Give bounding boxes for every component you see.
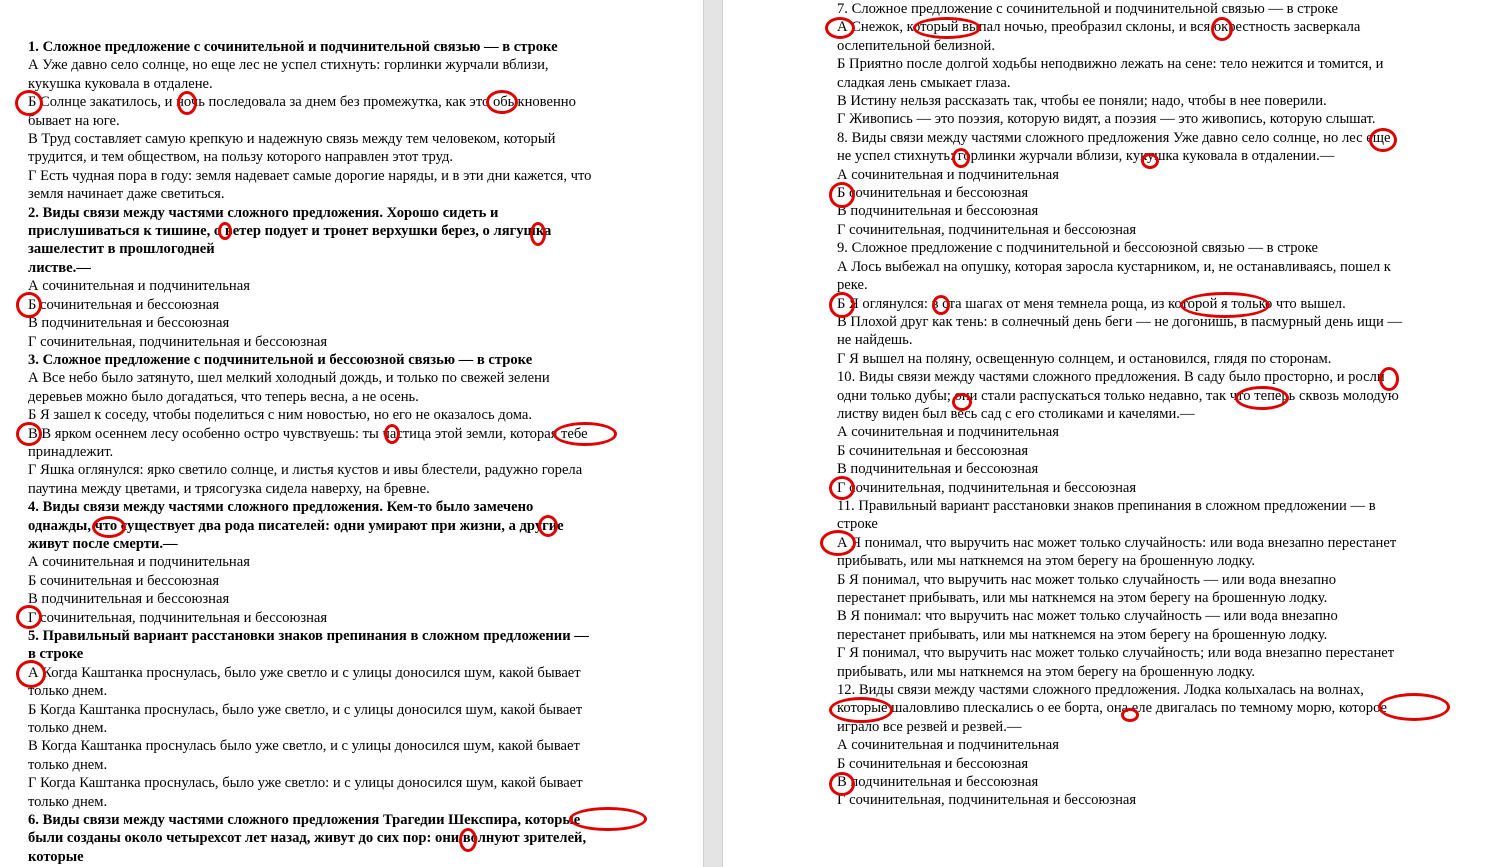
text-line: 12. Виды связи между частями сложного предложения. Лодка колыхалась на волнах, — [837, 682, 1364, 699]
text-line: В Я понимал: что выручить нас может только случайность — или вода внезапно — [837, 608, 1338, 625]
text-line: однажды, что существует два рода писателей: одни умирают при жизни, а другие — [28, 517, 564, 534]
text-line: Б сочинительная и бессоюзная — [837, 755, 1029, 772]
text-line: 10. Виды связи между частями сложного предложения. В саду было просторно, и росли — [837, 369, 1385, 386]
text-line: Г сочинительная, подчинительная и бессоюзная — [837, 792, 1137, 809]
text-line: 1. Сложное предложение с сочинительной и подчинительной связью — в строке — [28, 39, 558, 55]
text-line: зашелестит в прошлогодней — [28, 241, 215, 258]
text-line: прислушиваться к тишине, о ветер подует и тронет верхушки берез, о лягушка — [28, 223, 552, 240]
text-line: живут после смерти.— — [28, 535, 178, 552]
text-line: Б Приятно после долгой ходьбы неподвижно лежать на сене: тело нежится и томится, и — [837, 56, 1384, 73]
text-line: А Я понимал, что выручить нас может только случайность: или вода внезапно перестанет — [837, 534, 1397, 551]
text-line: листве.— — [28, 259, 91, 276]
text-line: Б Я понимал, что выручить нас может только случайность — или вода внезапно — [837, 571, 1337, 588]
text-line: земля начинает даже светиться. — [28, 186, 225, 203]
text-line: играло все резвей и резвей.— — [837, 718, 1022, 735]
text-line: В подчинительная и бессоюзная — [837, 774, 1039, 791]
text-line: 9. Сложное предложение с подчинительной и бессоюзной связью — в строке — [837, 240, 1319, 257]
text-line: только днем. — [28, 793, 108, 810]
text-line: Г сочинительная, подчинительная и бессоюзная — [28, 333, 328, 350]
text-line: реке. — [837, 277, 868, 294]
text-line: А сочинительная и подчинительная — [28, 278, 250, 295]
text-line: были созданы около четырехсот лет назад, живут до сих пор: они волнуют зрителей, — [28, 830, 587, 847]
text-line: ослепительной белизной. — [837, 37, 996, 54]
text-line: Г Я вышел на поляну, освещенную солнцем, и остановился, глядя по сторонам. — [837, 350, 1332, 367]
text-line: Б Солнце закатилось, и ночь последовала за днем без промежутка, как это обыкновенно — [28, 94, 576, 111]
text-line: бывает на юге. — [28, 112, 120, 129]
text-line: Г Я понимал, что выручить нас может только случайность; или вода внезапно перестанет — [837, 645, 1395, 662]
text-line: одни только дубы; они стали распускаться только недавно, так что теперь сквозь молодую — [837, 387, 1399, 404]
text-line: 11. Правильный вариант расстановки знаков препинания в сложном предложении — в — [837, 497, 1376, 514]
text-line: В подчинительная и бессоюзная — [28, 315, 230, 332]
text-line: Г сочинительная, подчинительная и бессоюзная — [837, 221, 1137, 238]
text-line: в строке — [28, 646, 84, 663]
text-line: только днем. — [28, 756, 108, 773]
text-line: А сочинительная и подчинительная — [837, 166, 1059, 183]
text-line: 5. Правильный вариант расстановки знаков препинания в сложном предложении — — [28, 628, 589, 644]
text-line: В Когда Каштанка проснулась было уже светло, и с улицы доносился шум, какой бывает — [28, 738, 580, 755]
text-line: которые шаловливо плескались о ее борта, она еле двигалась по темному морю, которое — [837, 700, 1388, 717]
text-line: Б сочинительная и бессоюзная — [28, 572, 220, 589]
text-line: Б Я оглянулся: в ста шагах от меня темнела роща, из которой я только что вышел. — [837, 295, 1346, 312]
text-line: В Труд составляет самую крепкую и надежную связь между тем человеком, который — [28, 131, 556, 148]
text-line: принадлежит. — [28, 443, 114, 460]
text-line: В Плохой друг как тень: в солнечный день беги — не догонишь, в пасмурный день ищи — — [837, 313, 1403, 330]
text-line: В подчинительная и бессоюзная — [28, 591, 230, 608]
text-line: В подчинительная и бессоюзная — [837, 203, 1039, 220]
text-line: не найдешь. — [837, 332, 913, 349]
text-line: прибывать, или мы наткнемся на этом берегу на брошенную лодку. — [837, 553, 1256, 570]
text-line: 8. Виды связи между частями сложного предложения Уже давно село солнце, но лес еще — [837, 129, 1391, 146]
text-line: не успел стихнуть: горлинки журчали вблизи, кукушка куковала в отдалении.— — [837, 148, 1335, 165]
text-line: 7. Сложное предложение с сочинительной и подчинительной связью — в строке — [837, 1, 1339, 17]
text-line: Г Есть чудная пора в году: земля надевает самые дорогие наряды, и в эти дни кажется, что — [28, 167, 592, 184]
text-line: Г Когда Каштанка проснулась, было уже светло: и с улицы доносился шум, какой бывает — [28, 775, 583, 792]
text-line: 4. Виды связи между частями сложного предложения. Кем-то было замечено — [28, 499, 534, 516]
text-line: которые — [28, 848, 84, 865]
text-line: перестанет прибывать, или мы наткнемся на этом берегу на брошенную лодку. — [837, 626, 1328, 643]
text-line: 6. Виды связи между частями сложного предложения Трагедии Шекспира, которые — [28, 812, 581, 829]
text-line: трудится, и тем обществом, на пользу которого направлен этот труд. — [28, 149, 454, 166]
text-line: паутина между цветами, и трясогузка сидела наверху, на бревне. — [28, 480, 430, 497]
text-line: строке — [837, 516, 878, 533]
text-line: А Снежок, который выпал ночью, преобразил склоны, и вся окрестность засверкала — [837, 19, 1361, 36]
text-line: Г Живопись — это поэзия, которую видят, а поэзия — это живопись, которую слышат. — [837, 111, 1376, 128]
text-line: перестанет прибывать, или мы наткнемся на этом берегу на брошенную лодку. — [837, 590, 1328, 606]
text-line: Г сочинительная, подчинительная и бессоюзная — [28, 609, 328, 626]
text-line: Г Яшка оглянулся: ярко светило солнце, и листья кустов и ивы блестели, радужно горела — [28, 462, 583, 479]
text-line: Г сочинительная, подчинительная и бессоюзная — [837, 479, 1137, 496]
text-line: Б Когда Каштанка проснулась, было уже светло, и с улицы доносился шум, какой бывает — [28, 701, 583, 718]
text-line: только днем. — [28, 720, 108, 737]
text-line: Б сочинительная и бессоюзная — [837, 185, 1029, 202]
text-line: В подчинительная и бессоюзная — [837, 461, 1039, 478]
text-line: листву виден был весь сад с его столиками и качелями.— — [837, 405, 1195, 422]
text-line: В В ярком осеннем лесу особенно остро чувствуешь: ты частица этой земли, которая тебе — [28, 425, 588, 442]
text-line: 3. Сложное предложение с подчинительной и бессоюзной связью — в строке — [28, 351, 533, 368]
text-line: только днем. — [28, 683, 108, 700]
text-line: Б Я зашел к соседу, чтобы поделиться с ним новостью, но его не оказалось дома. — [28, 407, 533, 424]
text-line: Б сочинительная и бессоюзная — [28, 296, 220, 313]
text-line: сладкая лень смыкает глаза. — [837, 74, 1011, 91]
text-line: А сочинительная и подчинительная — [28, 554, 250, 571]
text-line: 2. Виды связи между частями сложного предложения. Хорошо сидеть и — [28, 204, 499, 221]
text-line: Б сочинительная и бессоюзная — [837, 442, 1029, 459]
text-line: кукушка куковала в отдалене. — [28, 75, 213, 92]
text-line: А Когда Каштанка проснулась, было уже светло и с улицы доносился шум, какой бывает — [28, 664, 581, 681]
text-line: деревьев можно было догадаться, что теперь весна, а не осень. — [28, 388, 419, 405]
text-line: А Уже давно село солнце, но еще лес не успел стихнуть: горлинки журчали вблизи, — [28, 57, 549, 74]
text-line: прибывать, или мы наткнемся на этом берегу на брошенную лодку. — [837, 663, 1256, 680]
text-line: В Истину нельзя рассказать так, чтобы ее поняли; надо, чтобы в нее поверили. — [837, 93, 1327, 110]
left-page-text — [28, 38, 658, 866]
text-line: А сочинительная и подчинительная — [837, 737, 1059, 754]
text-line: А Лось выбежал на опушку, которая заросла кустарником, и, не останавливаясь, пошел к — [837, 258, 1391, 275]
text-line: А Все небо было затянуто, шел мелкий холодный дождь, и только по свежей зелени — [28, 370, 550, 387]
page-gap — [703, 0, 723, 867]
right-page-text — [837, 0, 1467, 810]
text-line: А сочинительная и подчинительная — [837, 424, 1059, 441]
